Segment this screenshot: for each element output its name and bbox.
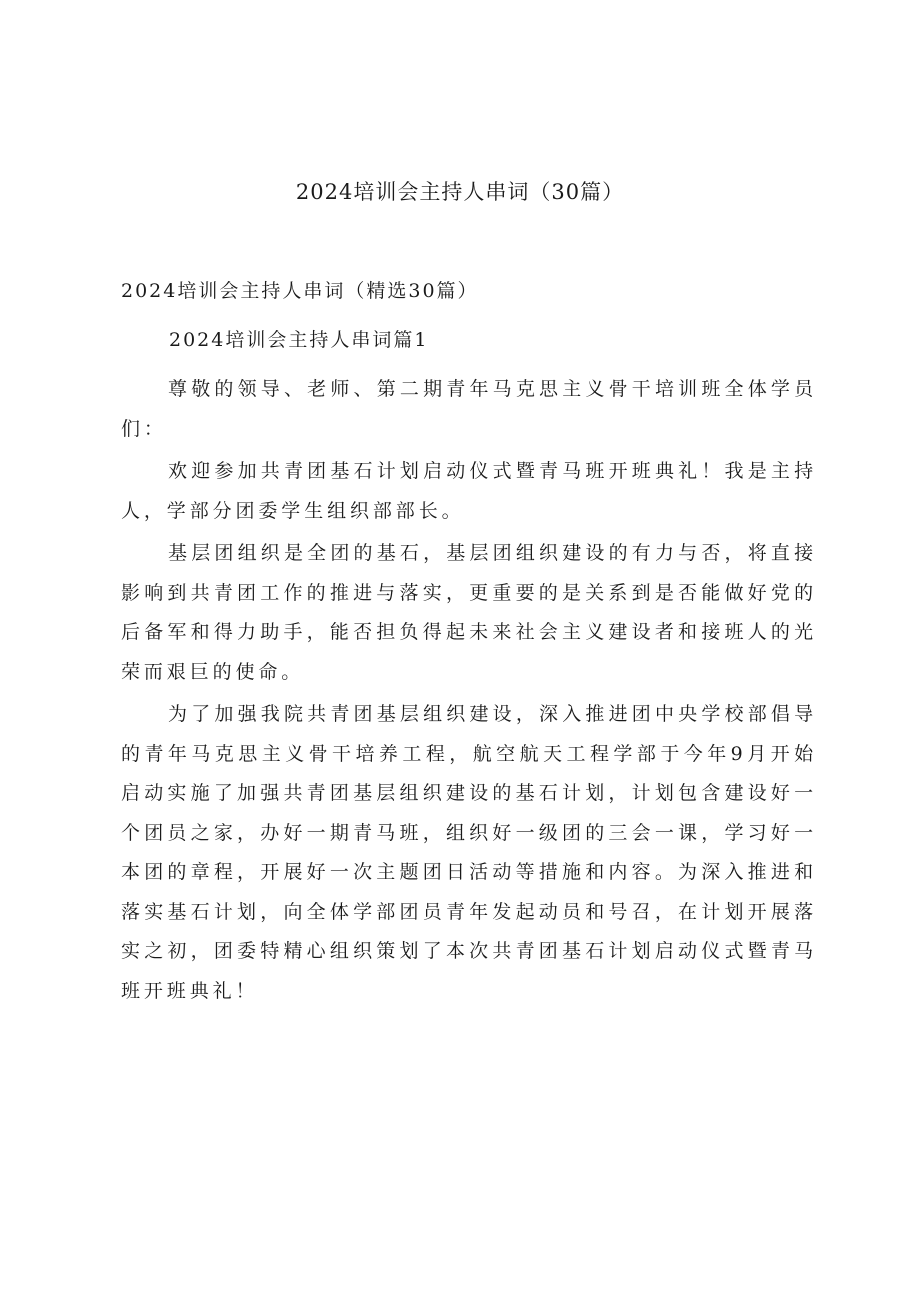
paragraph-greeting: 尊敬的领导、老师、第二期青年马克思主义骨干培训班全体学员们： [121,378,817,440]
body-text [121,370,817,1014]
paragraph-foundation: 基层团组织是全团的基石，基层团组织建设的有力与否，将直接影响到共青团工作的推进与落实，更重要的是关系到是否能做好党的后备军和得力助手，能否担负得起未来社会主义建设者和接班人的光荣而艰巨的使命。 [121,542,817,683]
paragraph-plan: 为了加强我院共青团基层组织建设，深入推进团中央学校部倡导的青年马克思主义骨干培养工程，航空航天工程学部于今年9月开始启动实施了加强共青团基层组织建设的基石计划，计划包含建设好一个团员之家，办好一期青马班，组织好一级团的三会一课，学习好一本团的章程，开展好一次主题团日活动等措施和内容。为深入推进和落实基石计划，向全体学部团员青年发起动员和号召，在计划开展落实之初，团委特精心组织策划了本次共青团基石计划启动仪式暨青马班开班典礼！ [121,703,817,1002]
document-title: 2024培训会主持人串词（30篇） [295,180,625,204]
section-heading: 2024培训会主持人串词篇1 [169,329,429,351]
document-subtitle: 2024培训会主持人串词（精选30篇） [121,280,479,302]
paragraph-welcome: 欢迎参加共青团基石计划启动仪式暨青马班开班典礼！我是主持人，学部分团委学生组织部部长。 [121,460,817,522]
